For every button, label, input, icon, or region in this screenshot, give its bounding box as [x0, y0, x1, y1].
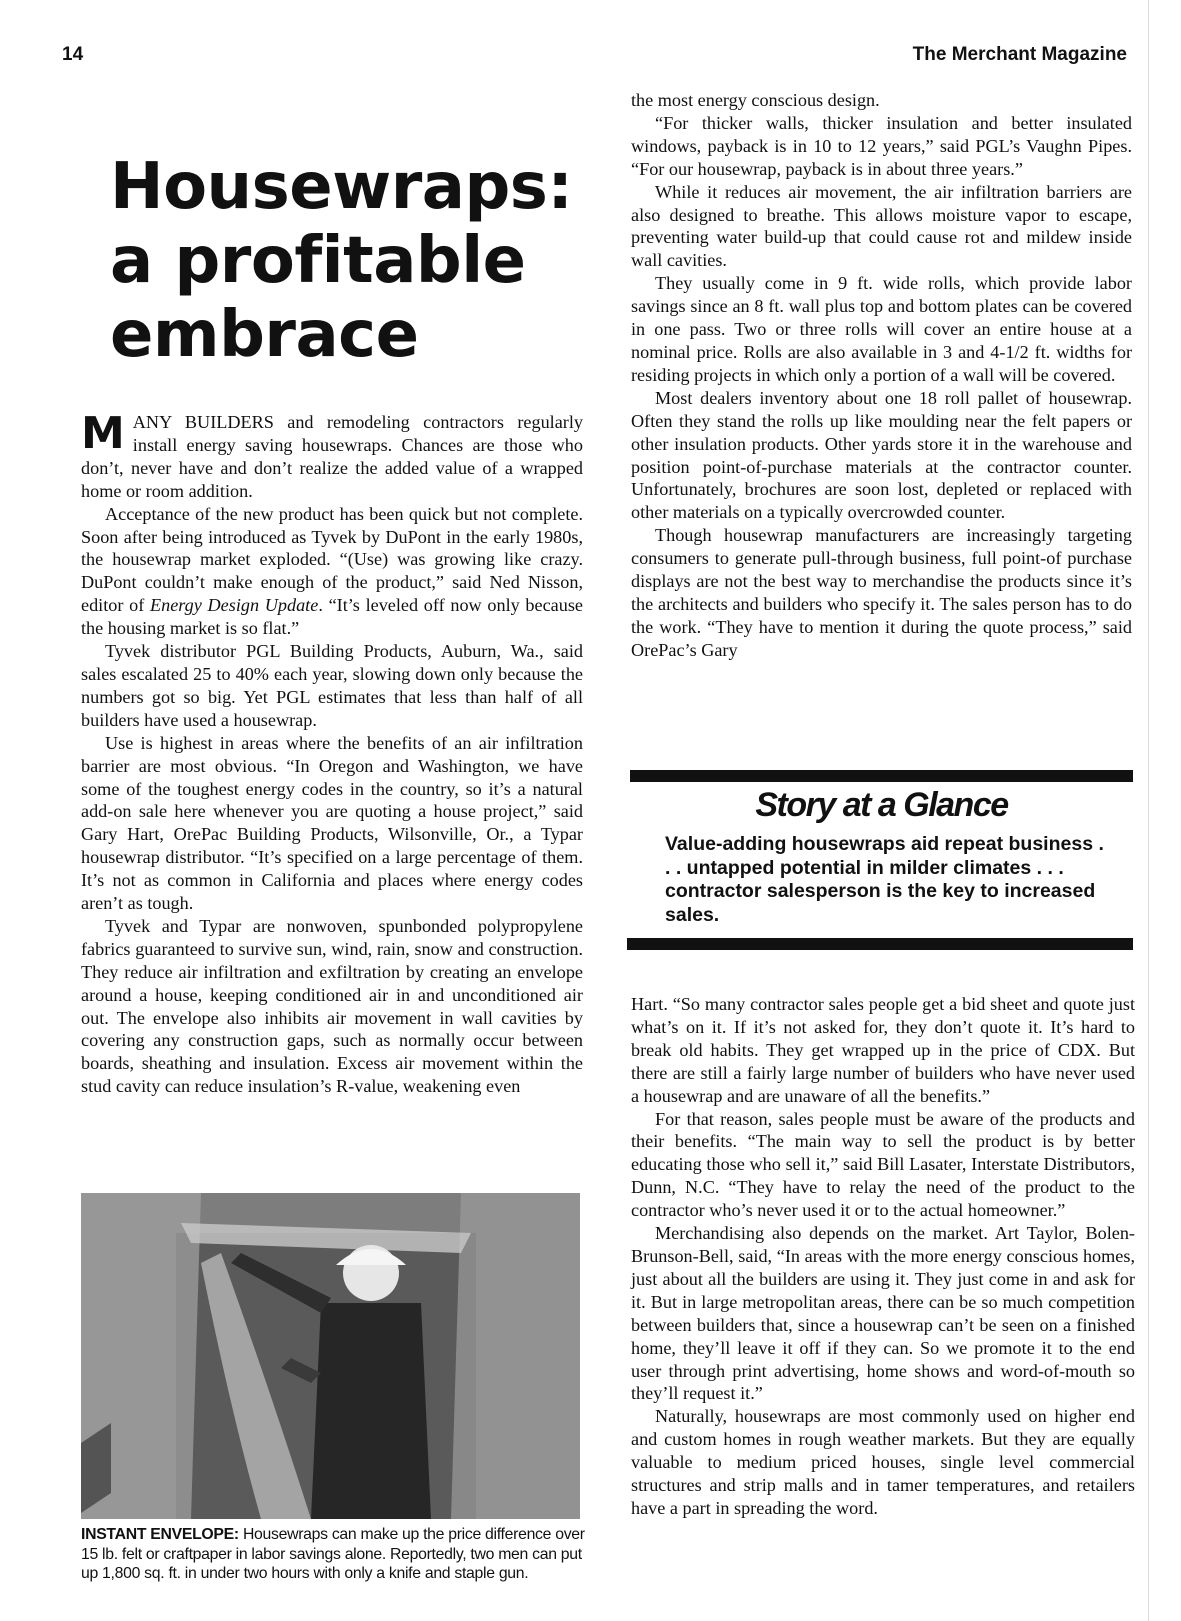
paragraph-13: For that reason, sales people must be aware of the products and their benefits. “The main way to sell the product is by better educating those who sell it,” said Bill Lasater, Interstate Distributors, Dunn, N.C. “They have to relay the need of the product to the contractor who’s never used it or to the actual homeowner.” [631, 1108, 1135, 1221]
paragraph-10: Most dealers inventory about one 18 roll pallet of housewrap. Often they stand the rolls up like moulding near the felt papers or other insulation products. Other yards store it in the warehouse and position point-of-purchase materials at the contractor counter. Unfortunately, brochures are soon lost, depleted or replaced with other materials on a typically overcrowded counter. [631, 387, 1132, 523]
glance-top-rule [630, 770, 1133, 782]
headline-line-2: a profitable [110, 224, 526, 298]
glance-bottom-rule [627, 938, 1133, 950]
page-edge-divider [1148, 0, 1149, 1621]
headline-line-1: Housewraps: [110, 150, 573, 224]
article-headline [110, 150, 590, 372]
paragraph-12: Hart. “So many contractor sales people get a bid sheet and quote just what’s on it. If it’s not asked for, they don’t quote it. It’s hard to break old habits. They get wrapped up in the price of CDX. But there are still a fairly large number of builders who have never used a housewrap and are unaware of all the benefits.” [631, 994, 1135, 1106]
caption-text: Housewraps can make up the price difference over 15 lb. felt or craftpaper in labor savings alone. Reportedly, two men can put up 1,800 sq. ft. in under two hours with only a knife and staple gun. [81, 1526, 585, 1582]
paragraph-7: “For thicker walls, thicker insulation and better insulated windows, payback is in 10 to 12 years,” said PGL’s Vaughn Pipes. “For our housewrap, payback is in about three years.” [631, 112, 1132, 179]
right-column-bottom [631, 993, 1135, 1520]
paragraph-6: the most energy conscious design. [631, 90, 880, 110]
paragraph-9: They usually come in 9 ft. wide rolls, which provide labor savings since an 8 ft. wall plus top and bottom plates can be covered in one pass. Two or three rolls will cover an entire house at a nominal price. Rolls are also available in 3 and 4-1/2 ft. widths for residing projects in which only a portion of a wall will be covered. [631, 273, 1132, 385]
paragraph-15: Naturally, housewraps are most commonly used on higher end and custom homes in rough weather markets. But they are equally valuable to medium priced houses, single level commercial structures and strip malls and in tamer temperatures, and retailers have a part in spreading the word. [631, 1406, 1135, 1518]
paragraph-8: While it reduces air movement, the air infiltration barriers are also designed to breathe. This allows moisture vapor to escape, preventing water build-up that could cause rot and mildew inside wall cavities. [631, 181, 1132, 271]
paragraph-14: Merchandising also depends on the market. Art Taylor, Bolen-Brunson-Bell, said, “In areas with the more energy conscious homes, just about all the builders are using it. They just come in and ask for it. But in large metropolitan areas, there can be so much competition between builders that, since a housewrap can’t be seen on a finished home, they’ll leave it off if they can. So we promote it to the end user through print advertising, home shows and word-of-mouth so they’ll request it.” [631, 1223, 1135, 1404]
drop-cap: M [81, 408, 125, 459]
glance-summary: Value-adding housewraps aid repeat business . . . untapped potential in milder climates . . . contractor salesperson is the key to increased sales. [665, 833, 1104, 926]
article-photo [81, 1193, 580, 1519]
photo-caption [81, 1525, 586, 1584]
caption-lead: INSTANT ENVELOPE: [81, 1526, 239, 1543]
paragraph-1-text: ANY BUILDERS and remodeling contractors regularly install energy saving housewraps. Chances are those who don’t, never have and don’t realize the added value of a wrapped home or room addition. [81, 412, 583, 501]
left-column [81, 408, 583, 1098]
paragraph-3: Tyvek distributor PGL Building Products, Auburn, Wa., said sales escalated 25 to 40% each year, slowing down only because the numbers got so big. Yet PGL estimates that less than half of all builders have used a housewrap. [81, 641, 583, 730]
photo-illustration [81, 1193, 580, 1519]
page-number: 14 [62, 44, 84, 65]
headline-line-3: embrace [110, 298, 419, 372]
paragraph-11: Though housewrap manufacturers are increasingly targeting consumers to generate pull-through business, full point-of purchase displays are not the best way to merchandise the products since it’s the architects and builders who specify it. The sales person has to do the work. “They have to mention it during the quote process,” said OrePac’s Gary [631, 525, 1132, 660]
publication-title: The Merchant Magazine [912, 44, 1127, 65]
publication-name-italic: Energy Design Update [149, 595, 319, 616]
paragraph-2-text-a: Acceptance of the new product has been quick but not complete. Soon after being introduced as Tyvek by DuPont in the early 1980s, the housewrap market exploded. “(Use) was growing like crazy. DuPont couldn’t make enough of the product,” said Ned Nisson, editor of [81, 503, 583, 616]
paragraph-5: Tyvek and Typar are nonwoven, spunbonded polypropylene fabrics guaranteed to survive sun, wind, rain, snow and construction. They reduce air infiltration and exfiltration by creating an envelope around a house, keeping conditioned air in and unconditioned air out. The envelope also inhibits air movement in wall cavities by covering any construction gaps, such as normally occur between boards, sheathing and insulation. Excess air movement within the stud cavity can reduce insulation’s R-value, weakening even [81, 915, 583, 1097]
paragraph-4: Use is highest in areas where the benefits of an air infiltration barrier are most obvious. “In Oregon and Washington, we have some of the toughest energy codes in the country, so it’s a natural add-on sale here whenever you are quoting a house project,” said Gary Hart, OrePac Building Products, Wilsonville, Or., a Typar housewrap distributor. “It’s specified on a large percentage of them. It’s not as common in California and places where energy codes aren’t as tough. [81, 732, 583, 914]
right-column-top [631, 89, 1132, 662]
paragraph-2-text-b: . “It’s leveled off now only because the housing market is so flat.” [81, 595, 583, 639]
glance-title: Story at a Glance [755, 786, 1008, 824]
paragraph-1 [81, 408, 583, 503]
paragraph-2 [81, 503, 583, 640]
